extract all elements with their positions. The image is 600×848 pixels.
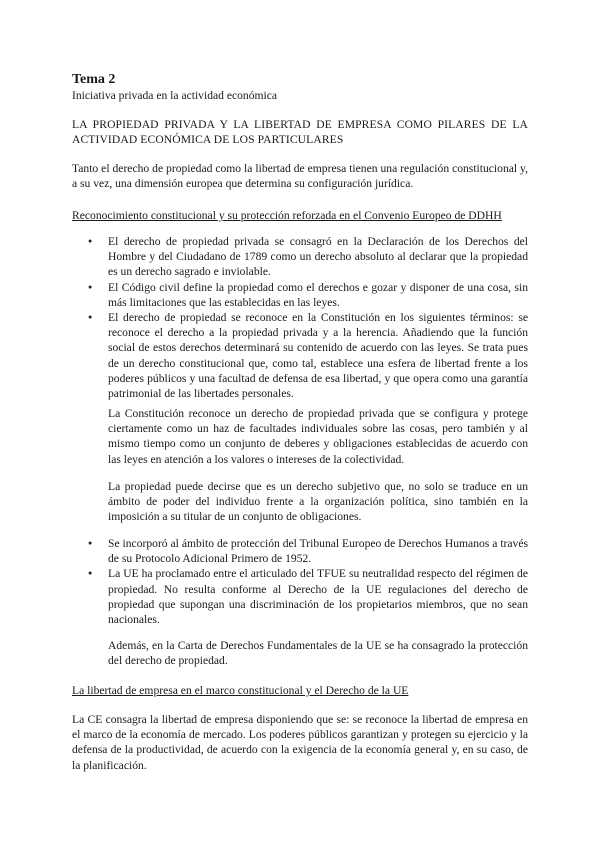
- page-title: Tema 2: [72, 72, 116, 87]
- section1-paragraph-3: Además, en la Carta de Derechos Fundamentales de la UE se ha consagrado la protección del derecho de propiedad.: [108, 639, 528, 668]
- section2-paragraph: La CE consagra la libertad de empresa disponiendo que se: se reconoce la libertad de empresa en el marco de la economía de mercado. Los poderes públicos garantizan y protegen su ejercicio y la defensa de la productividad, de acuerdo con la exigencia de la economía general y, en su caso, de la planificación.: [72, 713, 528, 772]
- list-item: ● La UE ha proclamado entre el articulado del TFUE su neutralidad respecto del régimen de propiedad. No resulta conforme al Derecho de la UE regulaciones del derecho de propiedad que supongan una discriminación de los propietarios miembros, que no sean nacionales.: [72, 566, 528, 627]
- list-item: ● El derecho de propiedad privada se consagró en la Declaración de los Derechos del Hombre y del Ciudadano de 1789 como un derecho absoluto al declarar que la propiedad es un derecho sagrado e inviolable.: [72, 234, 528, 280]
- page-subtitle: Iniciativa privada en la actividad económica: [72, 89, 278, 102]
- section1-heading: Reconocimiento constitucional y su protección reforzada en el Convenio Europeo de DDHH: [72, 209, 502, 222]
- section1-bullet-list-a: [72, 234, 528, 401]
- list-item: ● El derecho de propiedad se reconoce en la Constitución en los siguientes términos: se reconoce el derecho a la propiedad privada y a la herencia. Añadiendo que la función social de estos derechos determinará su contenido de acuerdo con las leyes. Se trata pues de un derecho constitucional que, como tal, establece una esfera de libertad frente a los poderes públicos y una facultad de defensa de esa libertad, y que opera como una garantía patrimonial de las libertades personales.: [72, 310, 528, 401]
- section1-paragraph-1: La Constitución reconoce un derecho de propiedad privada que se configura y protege ciertamente como un haz de facultades individuales sobre las cosas, pero también y al mismo tiempo como un conjunto de deberes y obligaciones establecidas de acuerdo con las leyes en atención a los valores o intereses de la colectividad.: [108, 407, 528, 466]
- list-item: ● El Código civil define la propiedad como el derechos e gozar y disponer de una cosa, sin más limitaciones que las establecidas en las leyes.: [72, 280, 528, 310]
- section2-heading: La libertad de empresa en el marco constitucional y el Derecho de la UE: [72, 684, 409, 697]
- section1-bullet-list-b: [72, 536, 528, 627]
- intro-paragraph: Tanto el derecho de propiedad como la libertad de empresa tienen una regulación constitucional y, a su vez, una dimensión europea que determina su configuración jurídica.: [72, 162, 528, 191]
- list-item: ● Se incorporó al ámbito de protección del Tribunal Europeo de Derechos Humanos a través de su Protocolo Adicional Primero de 1952.: [72, 536, 528, 566]
- main-heading: LA PROPIEDAD PRIVADA Y LA LIBERTAD DE EMPRESA COMO PILARES DE LA ACTIVIDAD ECONÓMICA DE LOS PARTICULARES: [72, 118, 528, 147]
- section1-paragraph-2: La propiedad puede decirse que es un derecho subjetivo que, no solo se traduce en un ámbito de poder del individuo frente a la organización política, sino también en la imposición a su titular de un conjunto de obligaciones.: [108, 480, 528, 524]
